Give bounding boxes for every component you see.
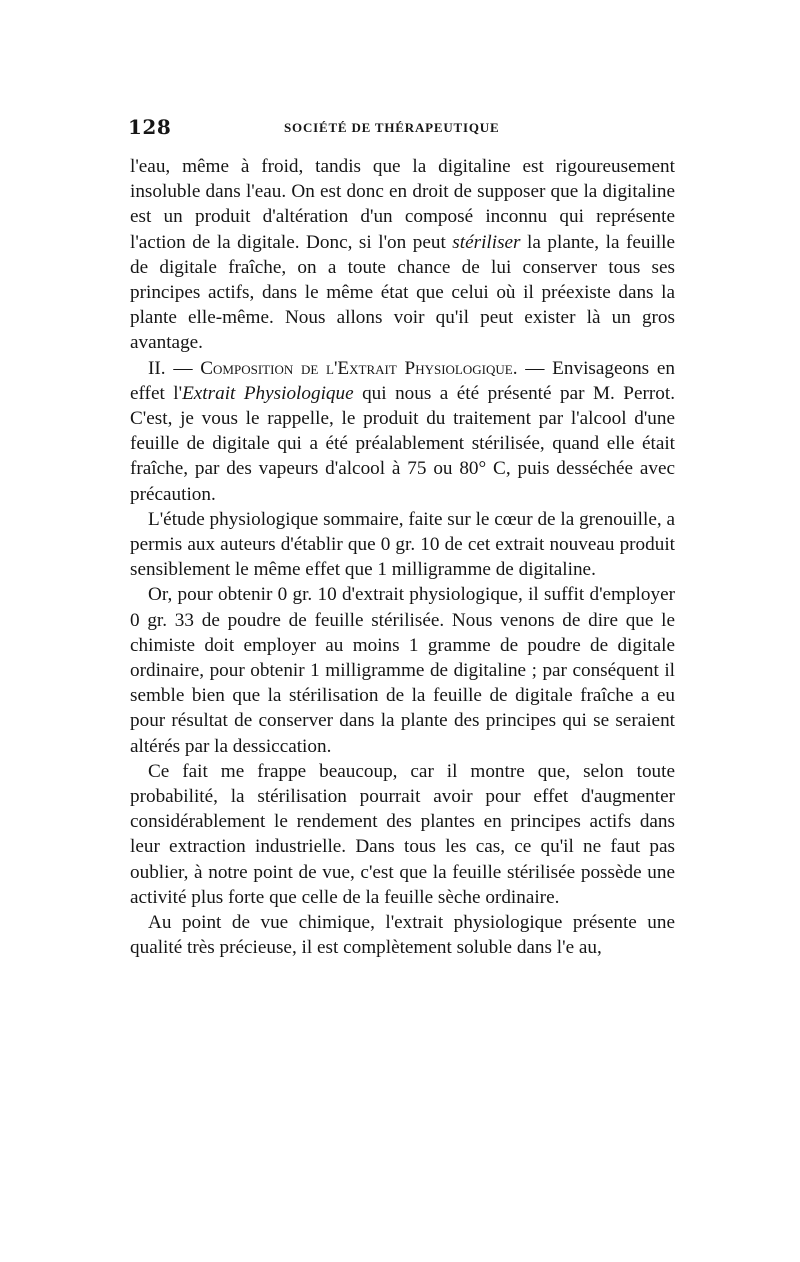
running-title: SOCIÉTÉ DE THÉRAPEUTIQUE [284,120,500,135]
paragraph-5: Ce fait me frappe beaucoup, car il montre que, selon toute probabilité, la stérilisation pourrait avoir pour effet d'augmenter considérablement le rendement des plantes en principes actifs dans leur extraction industrielle. Dans tous les cas, ce qu'il ne faut pas oublier, à notre point de vue, c'est que la feuille stérilisée possède une activité plus forte que celle de la feuille sèche ordinaire. [130,760,675,908]
paragraph-2-text-b: qui nous a été présenté par M. Perrot. C'est, je vous le rappelle, le produit du traitement par l'alcool d'une feuille de digitale qui a été préalablement stérilisée, quand elle était fraîche, par des vapeurs d'alcool à 75 ou 80° C, puis desséchée avec précaution. [130,382,675,505]
paragraph-2 [130,356,675,507]
paragraph-1-emphasis: stériliser [452,231,521,253]
paragraph-3: L'étude physiologique sommaire, faite sur le cœur de la grenouille, a permis aux auteurs d'établir que 0 gr. 10 de cet extrait nouveau produit sensiblement le même effet que 1 milligramme de digitaline. [130,508,675,581]
body-text [130,154,675,961]
page-number: 128 [128,115,172,139]
paragraph-1 [130,154,675,356]
paragraph-4: Or, pour obtenir 0 gr. 10 d'extrait physiologique, il suffit d'employer 0 gr. 33 de poudre de feuille stérilisée. Nous venons de dire que le chimiste doit employer au moins 1 gramme de poudre de digitale ordinaire, pour obtenir 1 milligramme de digitaline ; par conséquent il semble bien que la stérilisation de la feuille de digitale fraîche a eu pour résultat de conserver dans la plante des principes qui se seraient altérés par la dessiccation. [130,584,675,757]
running-head [128,115,673,143]
paragraph-6: Au point de vue chimique, l'extrait physiologique présente une qualité très précieuse, il est complètement soluble dans l'e au, [130,912,675,959]
paragraph-2-emphasis: Extrait Physiologique [182,382,354,404]
section-number: II. — [148,357,201,379]
paragraph-1-text-b: la plante, la feuille de digitale fraîche, on a toute chance de lui conserver tous ses principes actifs, dans le même état que celui où il préexiste dans la plante elle-même. Nous allons voir qu'il peut exister là un gros avantage. [130,231,675,354]
paragraph-1-text-a: l'eau, même à froid, tandis que la digitaline est rigoureusement insoluble dans l'eau. On est donc en droit de supposer que la digitaline est un produit d'altération d'un composé inconnu qui représente l'action de la digitale. Donc, si l'on peut [130,156,675,253]
paragraph-2-text-a: — Envisageons en effet l' [130,357,675,404]
section-heading: Composition de l'Extrait Physiologique. [200,357,518,379]
